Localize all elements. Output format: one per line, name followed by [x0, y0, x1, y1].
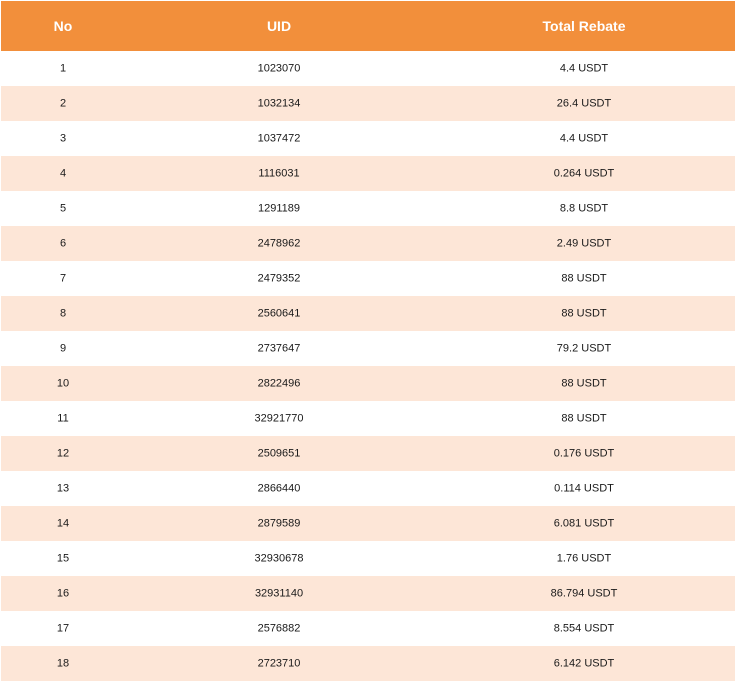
table-row — [1, 51, 735, 86]
table-header — [1, 1, 735, 51]
cell-total-rebate: 0.264 USDT — [553, 167, 615, 179]
cell-uid: 2866440 — [257, 482, 301, 494]
table-row — [1, 226, 735, 261]
table-row — [1, 296, 735, 331]
cell-no: 8 — [59, 307, 67, 319]
table-body — [1, 51, 735, 681]
cell-no: 13 — [56, 482, 70, 494]
cell-uid: 2822496 — [257, 377, 301, 389]
cell-total-rebate: 8.554 USDT — [553, 622, 615, 634]
table-row — [1, 611, 735, 646]
header-total-rebate: Total Rebate — [542, 18, 626, 34]
cell-uid: 2560641 — [257, 307, 301, 319]
table-row — [1, 191, 735, 226]
table-row — [1, 436, 735, 471]
cell-no: 16 — [56, 587, 70, 599]
cell-no: 7 — [59, 272, 67, 284]
cell-total-rebate: 88 USDT — [561, 377, 607, 389]
table-row — [1, 86, 735, 121]
cell-total-rebate: 6.142 USDT — [553, 657, 615, 669]
cell-total-rebate: 88 USDT — [561, 412, 607, 424]
cell-no: 17 — [56, 622, 70, 634]
cell-no: 10 — [56, 377, 70, 389]
cell-total-rebate: 26.4 USDT — [556, 97, 612, 109]
cell-no: 1 — [59, 62, 67, 74]
table-row — [1, 331, 735, 366]
cell-uid: 1032134 — [257, 97, 301, 109]
table-row — [1, 576, 735, 611]
cell-no: 14 — [56, 517, 70, 529]
table-row — [1, 121, 735, 156]
header-no: No — [53, 18, 73, 34]
cell-total-rebate: 1.76 USDT — [556, 552, 612, 564]
cell-total-rebate: 6.081 USDT — [553, 517, 615, 529]
cell-total-rebate: 0.176 USDT — [553, 447, 615, 459]
cell-total-rebate: 86.794 USDT — [550, 587, 618, 599]
table-row — [1, 366, 735, 401]
cell-uid: 1116031 — [258, 167, 300, 179]
cell-uid: 2723710 — [257, 657, 301, 669]
cell-total-rebate: 2.49 USDT — [556, 237, 612, 249]
table-row — [1, 156, 735, 191]
cell-total-rebate: 79.2 USDT — [556, 342, 612, 354]
cell-total-rebate: 88 USDT — [561, 307, 607, 319]
cell-no: 9 — [59, 342, 67, 354]
cell-uid: 2879589 — [257, 517, 301, 529]
table-row — [1, 471, 735, 506]
header-uid: UID — [266, 18, 292, 34]
cell-no: 5 — [59, 202, 67, 214]
table-row — [1, 401, 735, 436]
cell-total-rebate: 88 USDT — [561, 272, 607, 284]
cell-total-rebate: 4.4 USDT — [559, 132, 609, 144]
cell-uid: 2737647 — [257, 342, 301, 354]
table-row — [1, 646, 735, 681]
cell-uid: 32931140 — [254, 587, 304, 599]
cell-uid: 2509651 — [257, 447, 301, 459]
cell-total-rebate: 4.4 USDT — [559, 62, 609, 74]
table-row — [1, 541, 735, 576]
cell-uid: 2479352 — [257, 272, 301, 284]
cell-uid: 2576882 — [257, 622, 301, 634]
cell-uid: 2478962 — [257, 237, 301, 249]
cell-total-rebate: 0.114 USDT — [554, 482, 614, 494]
cell-no: 4 — [59, 167, 67, 179]
table-row — [1, 261, 735, 296]
cell-uid: 32930678 — [254, 552, 304, 564]
cell-no: 11 — [57, 412, 69, 424]
cell-uid: 32921770 — [254, 412, 304, 424]
cell-no: 18 — [56, 657, 70, 669]
cell-total-rebate: 8.8 USDT — [559, 202, 609, 214]
table-row — [1, 506, 735, 541]
cell-uid: 1291189 — [257, 202, 300, 214]
cell-no: 6 — [59, 237, 67, 249]
cell-uid: 1023070 — [257, 62, 301, 74]
cell-uid: 1037472 — [257, 132, 301, 144]
cell-no: 15 — [56, 552, 70, 564]
cell-no: 2 — [59, 97, 67, 109]
cell-no: 12 — [56, 447, 70, 459]
cell-no: 3 — [59, 132, 67, 144]
